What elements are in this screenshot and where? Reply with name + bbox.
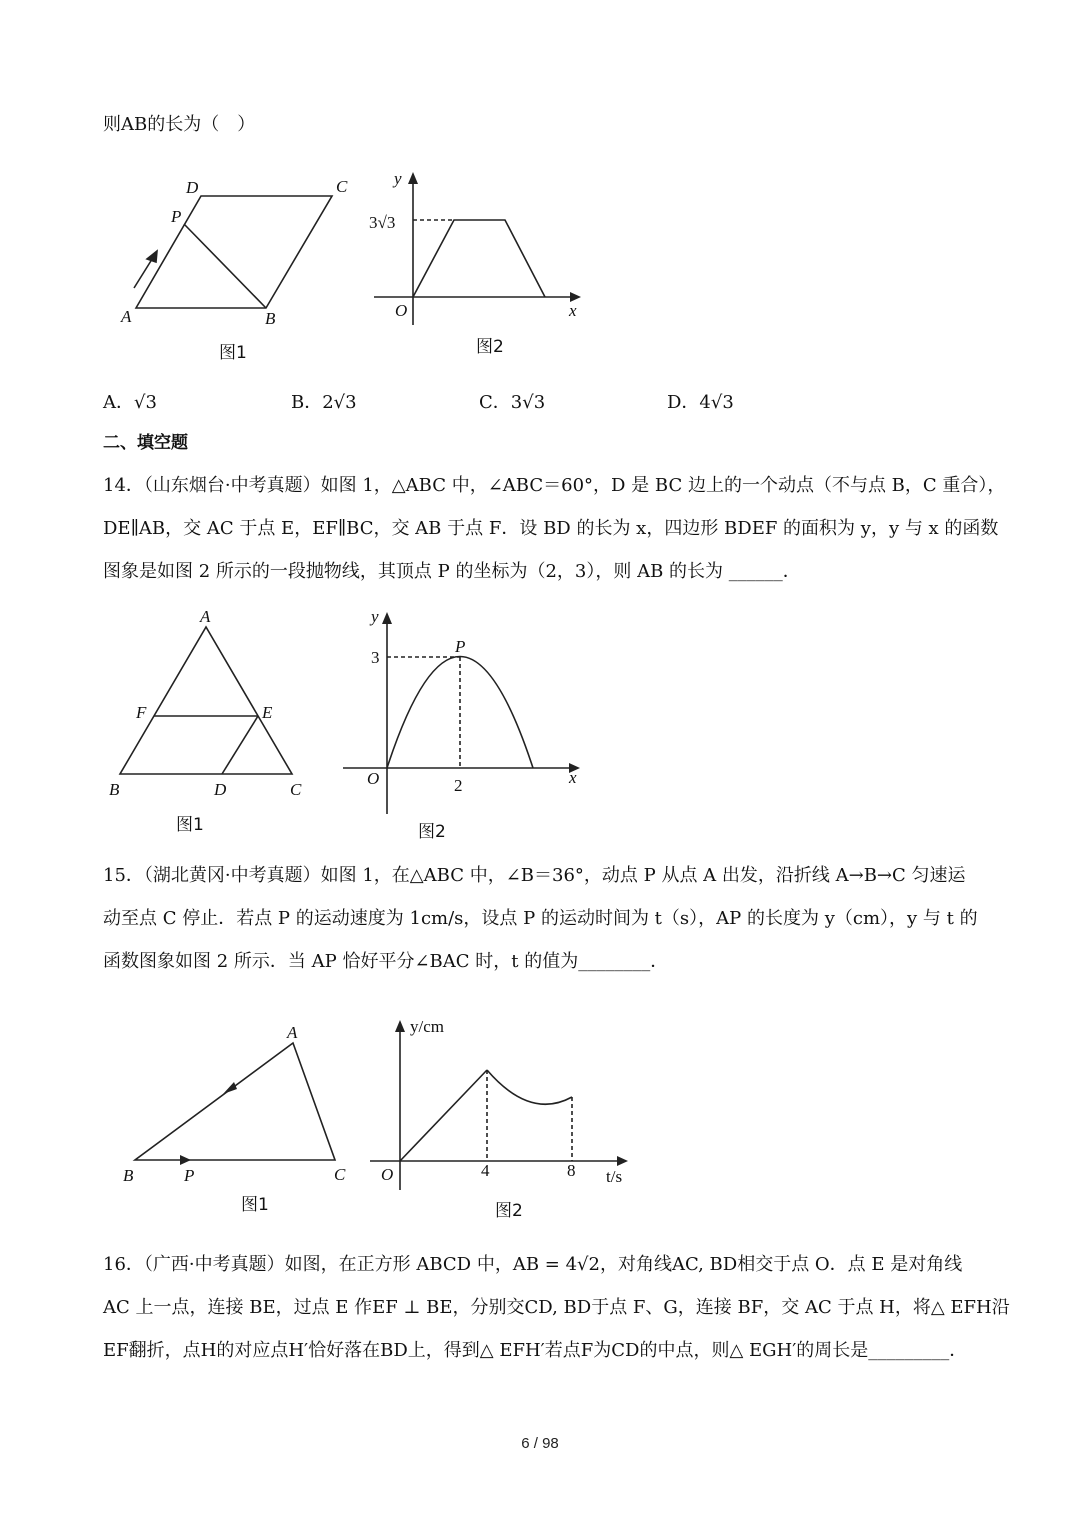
y-label: y — [371, 607, 379, 626]
x-tick-4: 4 — [481, 1161, 490, 1180]
x-label: x — [569, 301, 577, 320]
q14-figure-1 — [100, 600, 320, 805]
q13-fig2-caption: 图2 — [476, 337, 504, 357]
y-tick-3sqrt3: 3√3 — [369, 213, 396, 232]
y-arrow — [382, 612, 392, 624]
q15-line-1: 15．（湖北黄冈·中考真题）如图 1，在△ABC 中，∠B＝36°，动点 P 从点 A 出发，沿折线 A→B→C 匀速运 — [103, 865, 966, 886]
y-arrow — [395, 1020, 405, 1032]
option-d: D．4√3 — [667, 392, 734, 413]
label-b: B — [265, 309, 276, 328]
option-a: A．√3 — [103, 392, 157, 413]
label-c: C — [336, 177, 348, 196]
q13-figure-2 — [360, 168, 590, 328]
origin-label: O — [367, 769, 380, 788]
option-c: C．3√3 — [479, 392, 546, 413]
graph-line — [413, 220, 545, 297]
x-label: t/s — [606, 1167, 623, 1186]
parallelogram-abcd — [136, 196, 332, 308]
label-p: P — [184, 1166, 195, 1185]
y-tick-3: 3 — [371, 648, 380, 667]
q16-line-3: EF翻折，点H的对应点H′恰好落在BD上，得到△ EFH′若点F为CD的中点，则△ EGH′的周长是_________． — [103, 1340, 968, 1361]
label-c: C — [290, 780, 302, 799]
x-tick-8: 8 — [567, 1161, 576, 1180]
q14-line-3: 图象是如图 2 所示的一段抛物线，其顶点 P 的坐标为（2，3），则 AB 的长为 ______． — [103, 561, 801, 582]
label-a: A — [200, 607, 211, 626]
q15-fig2-caption: 图2 — [495, 1201, 523, 1221]
q15-line-3: 函数图象如图 2 所示．当 AP 恰好平分∠BAC 时，t 的值为________． — [103, 951, 669, 972]
y-label: y — [394, 169, 402, 188]
segment-ed — [222, 716, 258, 774]
origin-label: O — [395, 301, 408, 320]
q13-fig1-caption: 图1 — [219, 343, 247, 363]
y-label: y/cm — [410, 1017, 444, 1036]
q13-figure-1 — [110, 170, 370, 340]
graph-curve — [487, 1070, 572, 1104]
y-arrow — [408, 172, 418, 184]
option-b: B．2√3 — [291, 392, 357, 413]
q14-fig1-caption: 图1 — [176, 815, 204, 835]
label-b: B — [109, 780, 120, 799]
page-number: 6 / 98 — [521, 1435, 559, 1452]
label-d: D — [214, 780, 227, 799]
label-a: A — [121, 307, 132, 326]
label-c: C — [334, 1165, 346, 1184]
q14-line-2: DE∥AB，交 AC 于点 E，EF∥BC，交 AB 于点 F．设 BD 的长为 x，四边形 BDEF 的面积为 y，y 与 x 的函数 — [103, 518, 999, 539]
label-b: B — [123, 1166, 134, 1185]
section-title: 二、填空题 — [103, 433, 188, 453]
x-tick-2: 2 — [454, 776, 463, 795]
q15-fig1-caption: 图1 — [241, 1195, 269, 1215]
x-arrow — [617, 1156, 628, 1166]
label-f: F — [136, 703, 147, 722]
label-a: A — [287, 1023, 298, 1042]
label-e: E — [262, 703, 273, 722]
q14-fig2-caption: 图2 — [418, 822, 446, 842]
label-p: P — [171, 207, 182, 226]
arrow-on-ab — [223, 1082, 237, 1094]
q14-line-1: 14．（山东烟台·中考真题）如图 1，△ABC 中，∠ABC＝60°，D 是 BC 边上的一个动点（不与点 B，C 重合）， — [103, 475, 1006, 496]
q15-figure-2 — [360, 1012, 635, 1197]
q14-figure-2 — [335, 600, 590, 815]
triangle-abc — [135, 1043, 335, 1160]
arrow-on-bc — [180, 1155, 191, 1165]
q15-line-2: 动至点 C 停止．若点 P 的运动速度为 1cm/s，设点 P 的运动时间为 t（s），AP 的长度为 y（cm），y 与 t 的 — [103, 908, 978, 929]
origin-label: O — [381, 1165, 394, 1184]
x-label: x — [569, 768, 577, 787]
q16-line-1: 16．（广西·中考真题）如图，在正方形 ABCD 中，AB = 4√2，对角线AC, BD相交于点 O．点 E 是对角线 — [103, 1254, 963, 1275]
vertex-label-p: P — [455, 637, 466, 656]
graph-linear — [400, 1070, 487, 1161]
q15-figure-1 — [115, 1015, 360, 1195]
label-d: D — [186, 178, 199, 197]
q16-line-2: AC 上一点，连接 BE，过点 E 作EF ⊥ BE，分别交CD, BD于点 F、G，连接 BF，交 AC 于点 H，将△ EFH沿 — [103, 1297, 1010, 1318]
q13-tail-text: 则AB的长为（ ） — [103, 114, 256, 135]
triangle-abc — [120, 627, 292, 774]
direction-arrow-head — [147, 251, 157, 262]
segment-pb — [184, 224, 266, 308]
